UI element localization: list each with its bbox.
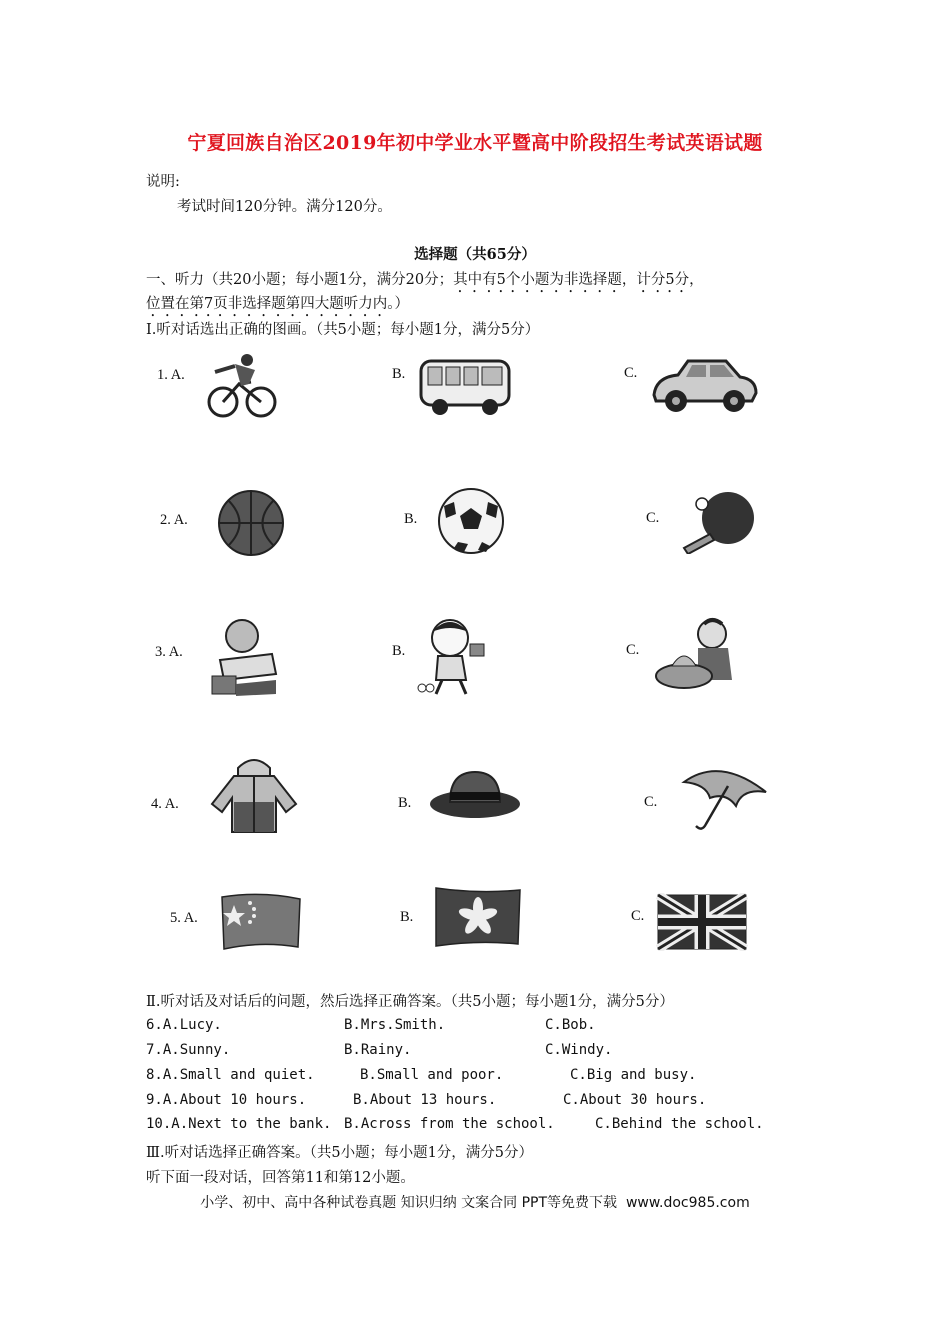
q6-option-a: 6.A.Lucy. bbox=[146, 1017, 222, 1033]
boy-reading-icon bbox=[206, 614, 282, 698]
q10-option-a: 10.A.Next to the bank. bbox=[146, 1116, 332, 1132]
uk-flag-icon bbox=[656, 893, 748, 951]
basketball-icon bbox=[216, 488, 286, 558]
listening-heading-a: 一、听力（共20小题；每小题1分，满分20分； bbox=[146, 272, 454, 288]
boy-cooking-icon bbox=[654, 616, 746, 696]
listening-heading-c: 位置在第7页非选择题第四大题听力内。） bbox=[146, 296, 409, 312]
jacket-icon bbox=[204, 754, 304, 834]
note-body: 考试时间120分钟。满分120分。 bbox=[177, 199, 392, 215]
q9-option-c: C.About 30 hours. bbox=[563, 1092, 707, 1108]
china-flag-icon bbox=[220, 893, 302, 951]
q2-label-b: B. bbox=[404, 511, 418, 527]
cyclist-icon bbox=[205, 352, 280, 420]
q1-label-a: 1. A. bbox=[157, 367, 185, 383]
soccer-ball-icon bbox=[434, 486, 508, 556]
umbrella-icon bbox=[680, 762, 770, 834]
q4-label-c: C. bbox=[644, 794, 658, 810]
q6-option-c: C.Bob. bbox=[545, 1017, 596, 1033]
part1-heading: Ⅰ.听对话选出正确的图画。（共5小题；每小题1分，满分5分） bbox=[146, 322, 540, 338]
section-title: 选择题（共65分） bbox=[414, 246, 536, 263]
bus-icon bbox=[418, 355, 513, 417]
footer bbox=[0, 1192, 950, 1212]
q6-option-b: B.Mrs.Smith. bbox=[344, 1017, 446, 1033]
q10-option-c: C.Behind the school. bbox=[595, 1116, 764, 1132]
footer-site-link[interactable]: www.doc985.com bbox=[625, 1195, 750, 1211]
q2-label-c: C. bbox=[646, 510, 660, 526]
hong-kong-flag-icon bbox=[434, 886, 522, 948]
car-icon bbox=[648, 355, 760, 417]
q8-option-c: C.Big and busy. bbox=[570, 1067, 697, 1083]
listening-heading-b: 其中有5个小题为非选择题，计分5分， bbox=[453, 272, 704, 288]
part3-intro: 听下面一段对话，回答第11和第12小题。 bbox=[146, 1170, 415, 1186]
q2-label-a: 2. A. bbox=[160, 512, 188, 528]
document-title: 宁夏回族自治区2019年初中学业水平暨高中阶段招生考试英语试题 bbox=[187, 132, 763, 154]
part2-heading: Ⅱ.听对话及对话后的问题，然后选择正确答案。（共5小题；每小题1分，满分5分） bbox=[146, 994, 674, 1010]
child-playing-icon bbox=[414, 614, 492, 696]
q1-label-b: B. bbox=[392, 366, 406, 382]
q4-label-a: 4. A. bbox=[151, 796, 179, 812]
q9-option-a: 9.A.About 10 hours. bbox=[146, 1092, 307, 1108]
q7-option-c: C.Windy. bbox=[545, 1042, 613, 1058]
ping-pong-paddle-icon bbox=[676, 490, 762, 554]
q3-label-b: B. bbox=[392, 643, 406, 659]
q7-option-b: B.Rainy. bbox=[344, 1042, 412, 1058]
hat-icon bbox=[428, 768, 522, 820]
q3-label-c: C. bbox=[626, 642, 640, 658]
q8-option-b: B.Small and poor. bbox=[360, 1067, 504, 1083]
q10-option-b: B.Across from the school. bbox=[344, 1116, 555, 1132]
q5-label-c: C. bbox=[631, 908, 645, 924]
q8-option-a: 8.A.Small and quiet. bbox=[146, 1067, 315, 1083]
q9-option-b: B.About 13 hours. bbox=[353, 1092, 497, 1108]
q1-label-c: C. bbox=[624, 365, 638, 381]
q3-label-a: 3. A. bbox=[155, 644, 183, 660]
q7-option-a: 7.A.Sunny. bbox=[146, 1042, 231, 1058]
q5-label-a: 5. A. bbox=[170, 910, 198, 926]
q4-label-b: B. bbox=[398, 795, 412, 811]
note-heading: 说明: bbox=[146, 174, 180, 190]
part3-heading: Ⅲ.听对话选择正确答案。（共5小题；每小题1分，满分5分） bbox=[146, 1145, 534, 1161]
footer-text: 小学、初中、高中各种试卷真题 知识归纳 文案合同 PPT等免费下载 bbox=[200, 1195, 618, 1211]
q5-label-b: B. bbox=[400, 909, 414, 925]
